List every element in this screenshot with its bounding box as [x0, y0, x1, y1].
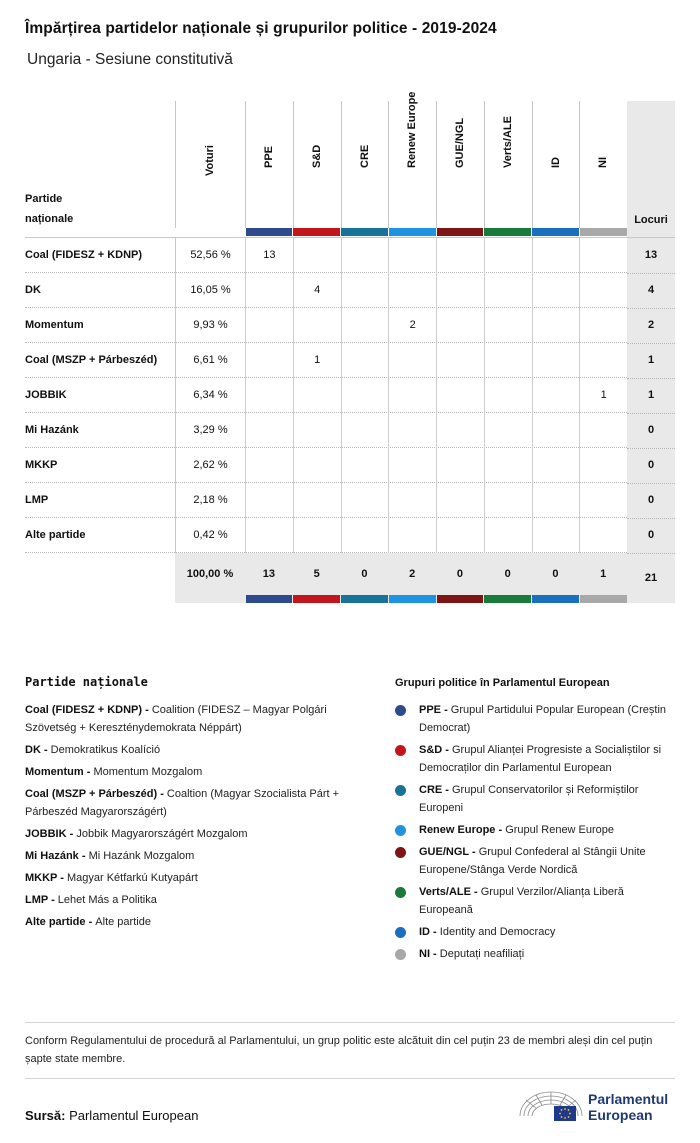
vote-share: 2,62 % — [175, 448, 245, 483]
party-name: Mi Hazánk — [25, 424, 79, 436]
group-seat-cell — [341, 238, 389, 273]
group-seat-cell — [484, 448, 532, 483]
group-color-bar-footer — [389, 595, 436, 603]
party-seat-total: 13 — [644, 249, 658, 261]
group-header-label: GUE/NGL — [454, 117, 466, 168]
group-seat-cell — [484, 343, 532, 378]
party-seat-total: 2 — [647, 319, 655, 331]
group-color-dot-icon — [395, 785, 406, 796]
party-seat-total: 4 — [647, 284, 655, 296]
party-name: Alte partide — [25, 529, 86, 541]
party-seat-total: 1 — [647, 354, 655, 366]
party-legend-item — [25, 869, 370, 887]
group-legend-full: Grupul Alianței Progresiste a Socialiștilor si Democraților din Parlamentul European — [419, 744, 662, 774]
group-legend-item — [395, 821, 675, 839]
group-seat-cell — [293, 238, 341, 273]
group-legend-item — [395, 781, 675, 817]
group-seat-cell — [436, 448, 484, 483]
group-seat-cell — [532, 343, 580, 378]
table-row — [25, 273, 655, 308]
vote-share: 2,18 % — [175, 483, 245, 518]
group-seat-cell — [341, 308, 389, 343]
group-legend-abbr: NI - — [419, 948, 440, 960]
source-label: Sursă: — [25, 1108, 66, 1123]
group-column-header — [579, 101, 627, 228]
party-legend-item — [25, 763, 370, 781]
group-seat-cell — [388, 483, 436, 518]
group-legend-full: Grupul Partidului Popular European (Creștin Democrat) — [419, 704, 667, 734]
group-legend-abbr: Renew Europe - — [419, 824, 506, 836]
group-seat-total: 0 — [552, 568, 559, 580]
national-parties-legend — [25, 675, 370, 935]
group-seat-cell — [579, 238, 627, 273]
group-seat-cell — [245, 518, 293, 553]
group-color-dot-icon — [395, 825, 406, 836]
group-seat-cell — [341, 518, 389, 553]
group-seat-cell — [532, 518, 580, 553]
group-seat-cell — [388, 413, 436, 448]
vote-share: 0,42 % — [175, 518, 245, 553]
table-row — [25, 378, 655, 413]
group-seat-cell — [532, 413, 580, 448]
group-legend-abbr: CRE - — [419, 784, 452, 796]
logo-line-2: European — [588, 1107, 653, 1123]
group-seat-cell — [532, 378, 580, 413]
group-legend-full: Grupul Conservatorilor și Reformiștilor Europeni — [419, 784, 639, 814]
party-legend-full: Alte partide — [95, 916, 151, 928]
group-seat-cell — [341, 378, 389, 413]
page-title: Împărțirea partidelor naționale și grupurilor politice - 2019-2024 — [25, 20, 497, 37]
rules-note: Conform Regulamentului de procedură al Parlamentului, un grup politic este alcătuit din cel puțin 23 de membri aleși din cel puțin șapte state membre. — [25, 1022, 675, 1079]
party-name: Coal (MSZP + Párbeszéd) — [25, 354, 158, 366]
table-row — [25, 238, 658, 273]
party-legend-full: Demokratikus Koalíció — [50, 744, 161, 756]
group-seat-cell — [341, 343, 389, 378]
group-seat-cell — [388, 378, 436, 413]
group-seat-cell — [484, 273, 532, 308]
group-legend-abbr: S&D - — [419, 744, 452, 756]
group-seat-cell — [579, 413, 627, 448]
table-row — [25, 308, 655, 343]
group-seat-cell — [245, 448, 293, 483]
party-legend-item — [25, 701, 370, 737]
group-column-header — [484, 101, 532, 228]
group-seat-cell — [484, 413, 532, 448]
party-legend-full: Coalition (FIDESZ – Magyar Polgári Szövetség + Kereszténydemokrata Néppárt) — [25, 704, 327, 734]
source-line — [25, 1108, 198, 1123]
group-column-header — [436, 101, 484, 228]
group-header-label: Verts/ALE — [501, 116, 514, 168]
group-column-header — [341, 101, 389, 228]
parliament-logo-text — [588, 1091, 668, 1123]
party-legend-abbr: LMP - — [25, 894, 58, 906]
group-legend-item — [395, 741, 675, 777]
group-legend-full: Grupul Renew Europe — [505, 824, 615, 836]
table-row — [25, 343, 655, 378]
group-seat-cell — [293, 448, 341, 483]
group-column-header — [532, 101, 580, 228]
group-seat-cell — [484, 518, 532, 553]
group-header-label: Renew Europe — [406, 91, 419, 168]
group-seat-cell: 1 — [579, 378, 627, 413]
party-seat-total: 0 — [647, 494, 655, 506]
total-votes: 100,00 % — [186, 568, 234, 580]
group-color-bar-footer — [484, 595, 531, 603]
group-seat-cell: 1 — [293, 343, 341, 378]
party-name: DK — [25, 284, 41, 296]
party-seat-total: 0 — [647, 529, 655, 541]
group-seat-cell — [245, 273, 293, 308]
group-color-bar-footer — [341, 595, 388, 603]
group-legend-item — [395, 883, 675, 919]
party-name: Momentum — [25, 319, 84, 331]
group-seat-cell — [532, 273, 580, 308]
party-legend-abbr: Coal (MSZP + Párbeszéd) - — [25, 788, 167, 800]
group-seat-cell — [436, 238, 484, 273]
group-legend-full: Deputați neafiliați — [439, 948, 525, 960]
group-seat-cell — [532, 448, 580, 483]
group-seat-total: 2 — [409, 568, 416, 580]
party-legend-abbr: Momentum - — [25, 766, 94, 778]
vote-share: 6,34 % — [175, 378, 245, 413]
party-name: Coal (FIDESZ + KDNP) — [25, 249, 143, 261]
group-seat-cell — [436, 343, 484, 378]
group-seat-total: 0 — [361, 568, 368, 580]
group-color-bar — [484, 228, 531, 236]
group-seat-cell — [388, 273, 436, 308]
party-column-header: Partide naționale — [25, 193, 74, 225]
group-color-bar-footer — [437, 595, 484, 603]
group-color-bar-footer — [532, 595, 579, 603]
party-name: LMP — [25, 494, 49, 506]
group-color-bar — [532, 228, 579, 236]
group-header-label: NI — [597, 157, 610, 168]
group-column-header — [388, 91, 436, 228]
group-color-bar — [437, 228, 484, 236]
group-color-dot-icon — [395, 745, 406, 756]
party-legend-full: Mi Hazánk Mozgalom — [88, 850, 195, 862]
group-seat-cell — [293, 308, 341, 343]
party-legend-full: Jobbik Magyarországért Mozgalom — [76, 828, 248, 840]
group-seat-cell — [484, 483, 532, 518]
group-seat-cell — [341, 413, 389, 448]
political-groups-legend — [395, 675, 675, 967]
group-legend-abbr: GUE/NGL - — [419, 846, 479, 858]
page-subtitle: Ungaria - Sesiune constitutivă — [27, 51, 233, 68]
group-header-label: S&D — [310, 144, 323, 168]
group-seat-cell — [245, 308, 293, 343]
group-color-dot-icon — [395, 949, 406, 960]
party-legend-full: Magyar Kétfarkú Kutyapárt — [66, 872, 198, 884]
group-color-bar-footer — [580, 595, 627, 603]
group-seat-total: 13 — [262, 568, 275, 580]
group-legend-abbr: Verts/ALE - — [419, 886, 481, 898]
group-color-dot-icon — [395, 847, 406, 858]
group-seat-cell — [436, 483, 484, 518]
party-legend-item — [25, 891, 370, 909]
group-seat-cell — [579, 518, 627, 553]
group-color-bar-footer — [293, 595, 340, 603]
results-table — [25, 91, 675, 603]
group-seat-cell — [245, 343, 293, 378]
national-parties-legend-heading: Partide naționale — [25, 675, 148, 689]
group-seat-cell — [436, 308, 484, 343]
party-seat-total: 0 — [647, 459, 655, 471]
group-color-dot-icon — [395, 927, 406, 938]
group-seat-cell — [388, 238, 436, 273]
group-color-dot-icon — [395, 887, 406, 898]
group-seat-cell — [579, 273, 627, 308]
party-seat-total: 0 — [647, 424, 655, 436]
vote-share: 52,56 % — [175, 238, 245, 273]
group-seat-total: 0 — [504, 568, 511, 580]
group-seat-cell: 2 — [388, 308, 436, 343]
party-legend-abbr: JOBBIK - — [25, 828, 77, 840]
table-row — [25, 413, 655, 448]
group-column-header — [293, 101, 341, 228]
group-seat-total: 5 — [313, 568, 320, 580]
group-color-bar — [246, 228, 293, 236]
party-name: MKKP — [25, 459, 58, 471]
group-legend-item — [395, 843, 675, 879]
group-color-bar-footer — [246, 595, 293, 603]
party-legend-item — [25, 785, 370, 821]
group-seat-cell — [484, 238, 532, 273]
group-color-bar — [293, 228, 340, 236]
votes-header-label: Voturi — [204, 145, 216, 176]
group-legend-abbr: PPE - — [419, 704, 451, 716]
source-value: Parlamentul European — [65, 1108, 199, 1123]
group-color-bar — [580, 228, 627, 236]
group-legend-full: Identity and Democracy — [439, 926, 556, 938]
party-legend-item — [25, 913, 370, 931]
vote-share: 9,93 % — [175, 308, 245, 343]
political-groups-legend-heading: Grupuri politice în Parlamentul European — [395, 677, 610, 689]
group-seat-cell — [436, 273, 484, 308]
group-seat-cell — [484, 308, 532, 343]
group-color-bar — [341, 228, 388, 236]
group-legend-full: Grupul Verzilor/Alianța Liberă Europeană — [419, 886, 624, 916]
group-seat-cell — [293, 378, 341, 413]
group-seat-cell — [293, 483, 341, 518]
party-legend-abbr: Alte partide - — [25, 916, 96, 928]
party-legend-item — [25, 847, 370, 865]
group-legend-full: Grupul Confederal al Stângii Unite Europene/Stânga Verde Nordică — [419, 846, 646, 876]
party-legend-abbr: Mi Hazánk - — [25, 850, 89, 862]
votes-column-header — [175, 101, 245, 228]
group-legend-item — [395, 701, 675, 737]
group-legend-item — [395, 923, 675, 941]
group-seat-cell — [532, 483, 580, 518]
group-seat-cell — [293, 413, 341, 448]
group-legend-abbr: ID - — [419, 926, 440, 938]
group-seat-cell — [436, 518, 484, 553]
group-header-label: PPE — [263, 145, 275, 168]
group-seat-total: 0 — [456, 568, 463, 580]
party-legend-full: Coaltion (Magyar Szocialista Párt + Párbeszéd Magyarországért) — [25, 788, 340, 818]
table-row — [25, 518, 655, 553]
group-seat-cell — [579, 343, 627, 378]
group-seat-cell — [341, 448, 389, 483]
group-seat-cell — [388, 448, 436, 483]
group-seat-cell — [436, 378, 484, 413]
group-seat-cell — [532, 238, 580, 273]
group-seat-total: 1 — [600, 568, 607, 580]
party-legend-item — [25, 741, 370, 759]
party-legend-item — [25, 825, 370, 843]
group-seat-cell — [341, 273, 389, 308]
group-seat-cell: 13 — [245, 238, 293, 273]
party-legend-abbr: MKKP - — [25, 872, 67, 884]
table-row — [25, 448, 655, 483]
group-seat-cell — [579, 483, 627, 518]
party-seat-total: 1 — [647, 389, 655, 401]
party-name: JOBBIK — [25, 389, 67, 401]
group-seat-cell — [579, 308, 627, 343]
party-legend-abbr: DK - — [25, 744, 51, 756]
group-seat-cell — [388, 518, 436, 553]
group-color-dot-icon — [395, 705, 406, 716]
group-legend-item — [395, 945, 675, 963]
group-seat-cell — [436, 413, 484, 448]
group-seat-cell — [579, 448, 627, 483]
group-seat-cell — [245, 413, 293, 448]
group-seat-cell — [293, 518, 341, 553]
party-legend-full: Momentum Mozgalom — [93, 766, 203, 778]
group-seat-cell: 4 — [293, 273, 341, 308]
group-header-label: ID — [549, 157, 562, 168]
table-row — [25, 483, 655, 518]
group-color-bar — [389, 228, 436, 236]
group-seat-cell — [484, 378, 532, 413]
group-column-header — [245, 101, 293, 228]
party-legend-full: Lehet Más a Politika — [57, 894, 157, 906]
vote-share: 16,05 % — [175, 273, 245, 308]
logo-line-1: Parlamentul — [588, 1091, 669, 1107]
parliament-logo — [516, 1086, 676, 1126]
hemicycle-icon — [516, 1086, 586, 1126]
group-seat-cell — [341, 483, 389, 518]
group-seat-cell — [245, 378, 293, 413]
vote-share: 6,61 % — [175, 343, 245, 378]
group-seat-cell — [245, 483, 293, 518]
party-legend-abbr: Coal (FIDESZ + KDNP) - — [25, 704, 152, 716]
group-seat-cell — [388, 343, 436, 378]
vote-share: 3,29 % — [175, 413, 245, 448]
group-header-label: CRE — [358, 144, 371, 168]
group-seat-cell — [532, 308, 580, 343]
seats-column-header: Locuri — [634, 214, 668, 226]
grand-total-seats: 21 — [644, 572, 658, 584]
